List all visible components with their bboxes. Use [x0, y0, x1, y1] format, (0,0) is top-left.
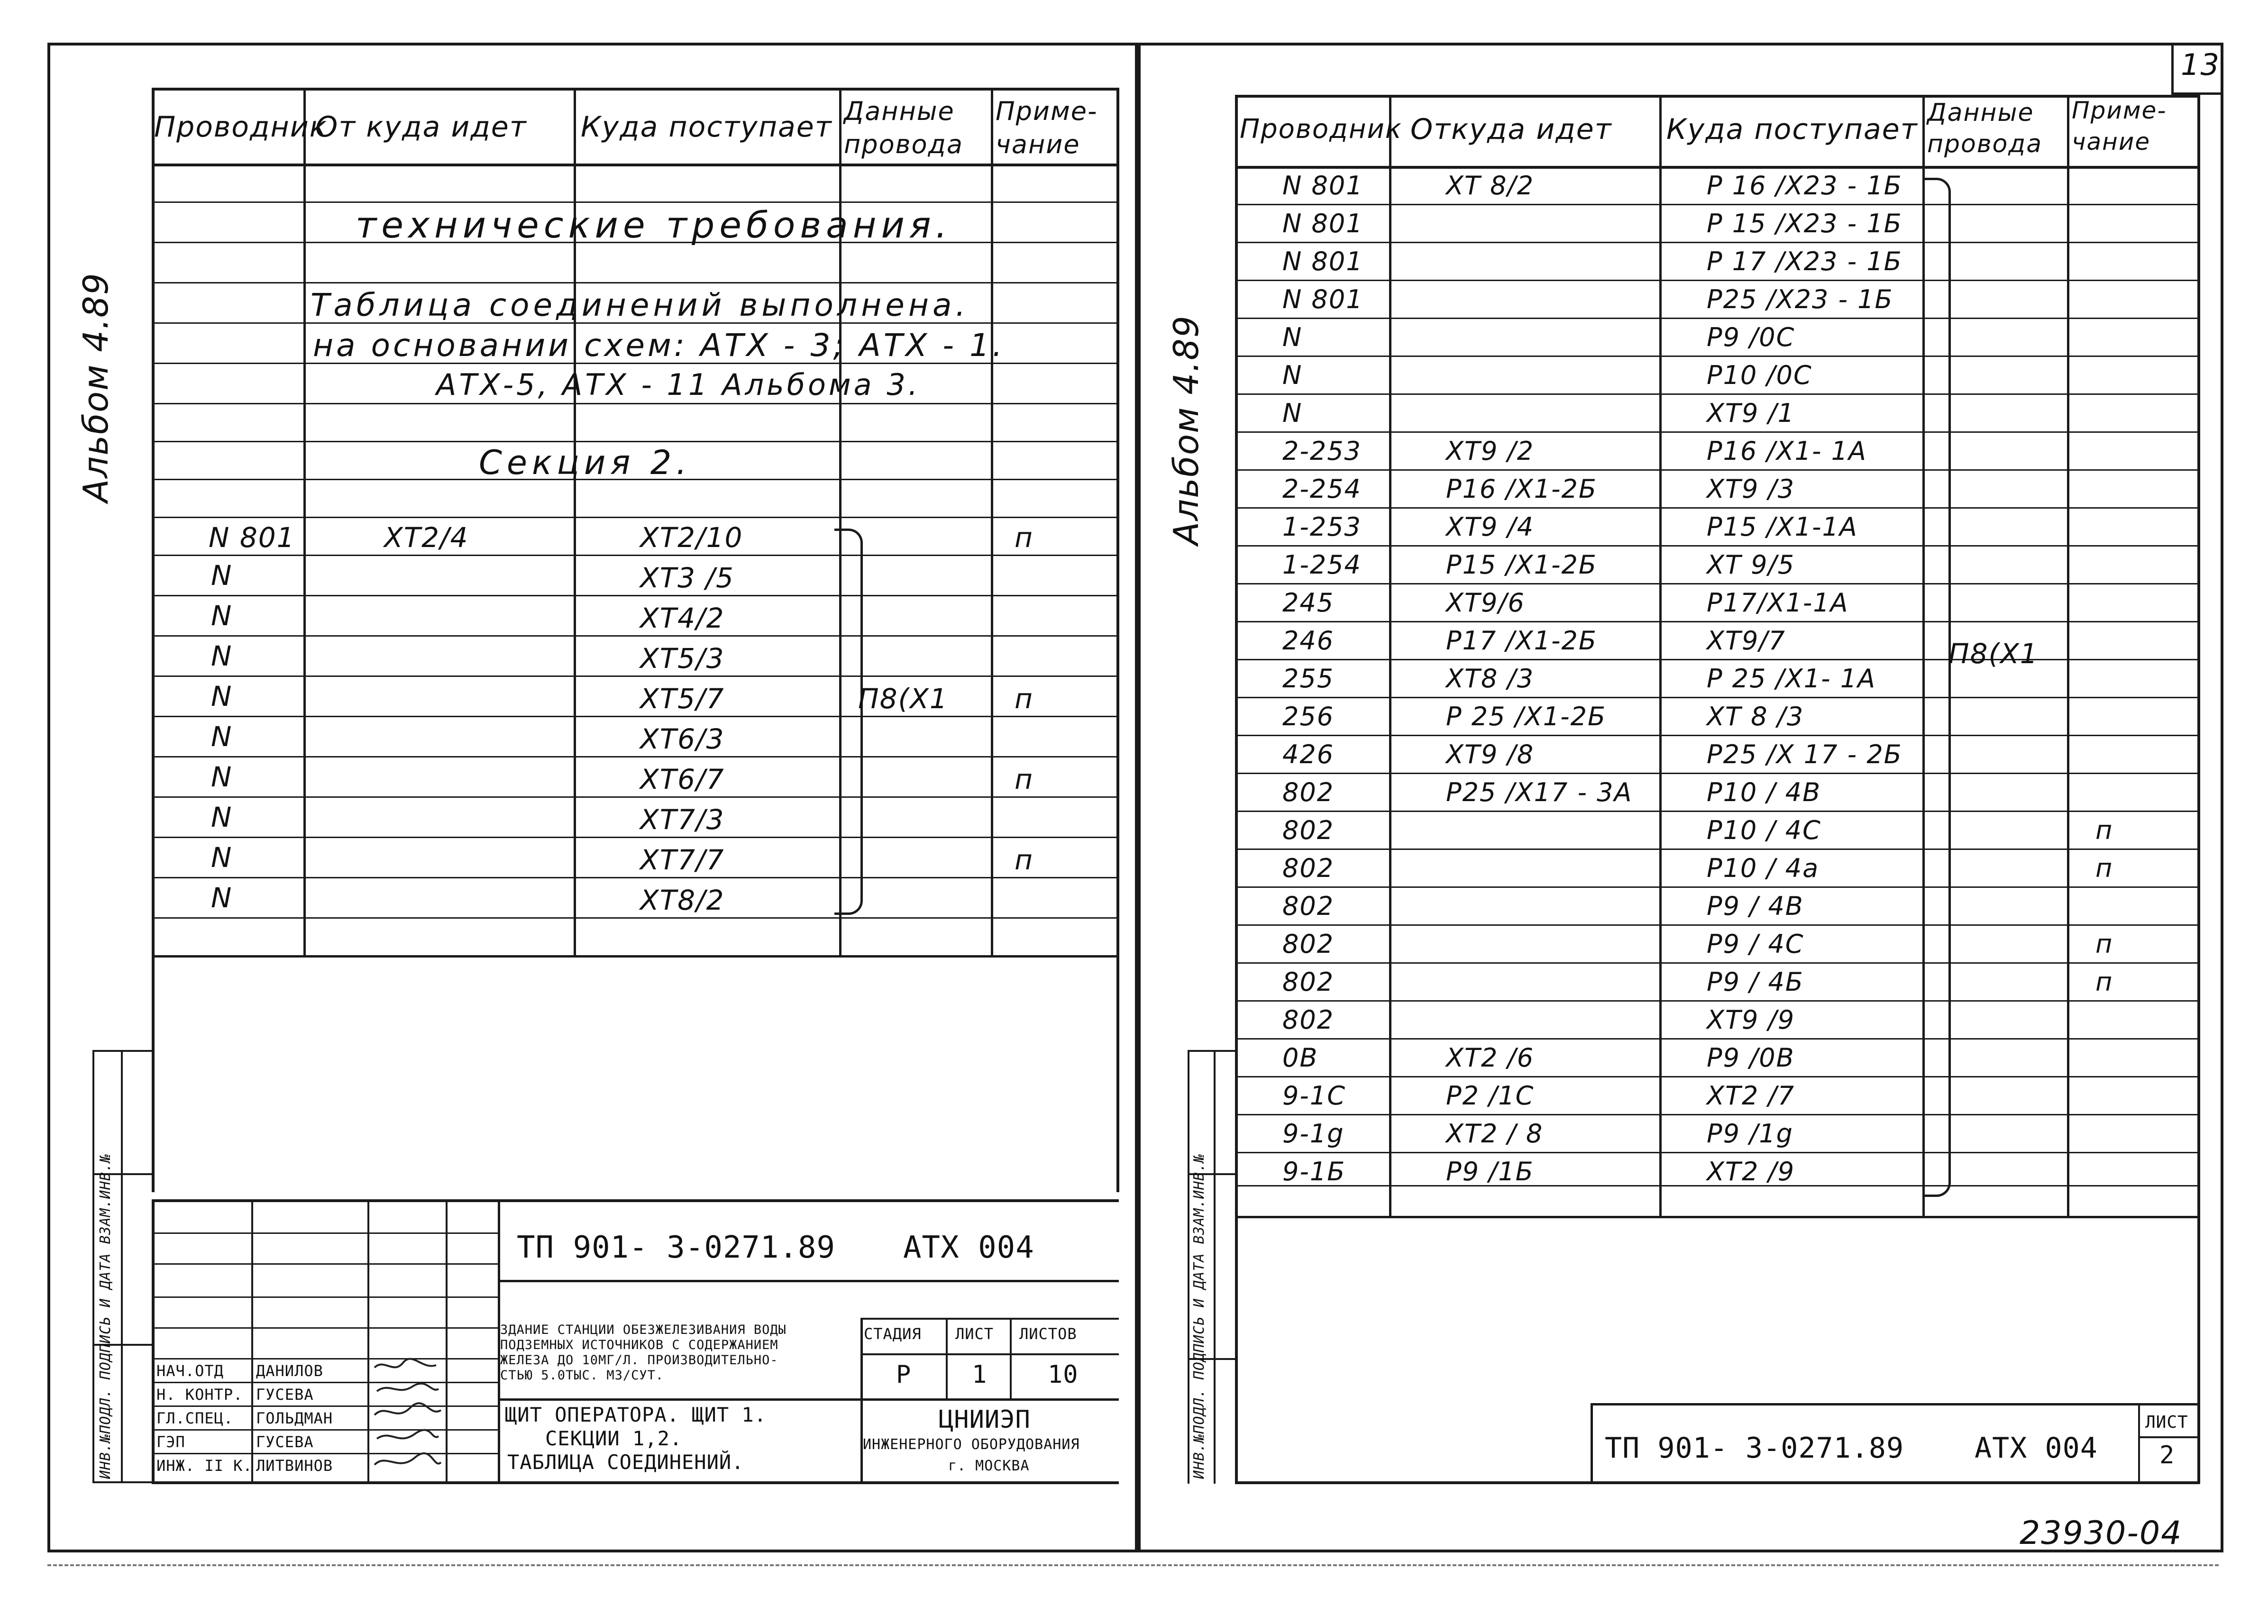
right-row-26-from: XT2 / 8 — [1446, 1119, 1544, 1149]
tech-title: технические требования. — [356, 204, 952, 246]
right-stamp-sheet: 2 — [2159, 1441, 2175, 1469]
right-row-4-conductor: N 801 — [1282, 284, 1363, 314]
left-stamp-title-1: ЩИТ ОПЕРАТОРА. ЩИТ 1. — [505, 1403, 767, 1426]
right-row-16-to: P25 /X 17 - 2Б — [1707, 739, 1902, 769]
right-row-9-conductor: 2-254 — [1282, 474, 1362, 504]
right-side-stamp-fields: ИНВ.№ПОДЛ. ПОДПИСЬ И ДАТА ВЗАМ.ИНВ.№ — [1191, 1153, 1207, 1479]
left-row-8-conductor: N — [211, 801, 233, 833]
left-wire-data: П8(Х1 — [858, 683, 948, 715]
staff-name-4: ГУСЕВА — [256, 1433, 314, 1451]
left-stamp-org-1: ЦНИИЭП — [939, 1405, 1031, 1434]
left-row-8-to: XT7/3 — [640, 803, 725, 836]
left-side-label: Альбом 4.89 — [76, 272, 116, 502]
left-row-1-to: XT2/10 — [640, 521, 743, 554]
right-row-19-note: п — [2095, 853, 2113, 883]
right-row-21-conductor: 802 — [1282, 929, 1335, 959]
right-row-26-conductor: 9-1g — [1282, 1119, 1344, 1149]
left-row-1-note: п — [1015, 521, 1033, 554]
left-stamp-title-2: СЕКЦИИ 1,2. — [545, 1427, 683, 1450]
right-row-16-from: XT9 /8 — [1446, 739, 1535, 769]
right-row-18-note: п — [2095, 815, 2113, 845]
right-row-10-from: XT9 /4 — [1446, 512, 1535, 542]
right-wire-data: П8(Х1 — [1948, 638, 2039, 670]
left-row-1-conductor: N 801 — [209, 521, 295, 554]
right-row-5-conductor: N — [1282, 322, 1303, 352]
left-stamp-stage-label: СТАДИЯ — [864, 1325, 922, 1343]
right-row-3-conductor: N 801 — [1282, 246, 1363, 276]
right-row-27-to: XT2 /9 — [1707, 1157, 1795, 1186]
right-row-13-from: P17 /X1-2Б — [1446, 626, 1597, 656]
right-row-15-to: XT 8 /3 — [1707, 702, 1804, 731]
right-row-5-to: P9 /0С — [1707, 322, 1795, 352]
right-header-to: Куда поступает — [1666, 113, 1918, 146]
header-conductor: Проводник — [154, 110, 328, 144]
right-row-18-to: P10 / 4С — [1707, 815, 1821, 845]
left-row-3-to: XT4/2 — [640, 602, 725, 634]
page-number: 13 — [2181, 47, 2220, 82]
right-row-1-conductor: N 801 — [1282, 171, 1363, 201]
left-stamp-sheet-label: ЛИСТ — [955, 1325, 994, 1343]
right-row-24-to: P9 /0В — [1707, 1043, 1795, 1073]
right-row-16-conductor: 426 — [1282, 739, 1335, 769]
left-row-5-to: XT5/7 — [640, 683, 725, 715]
bottom-edge-dashes — [47, 1564, 2219, 1566]
left-row-4-conductor: N — [211, 640, 233, 672]
right-row-24-from: XT2 /6 — [1446, 1043, 1535, 1073]
staff-name-1: ДАНИЛОВ — [256, 1362, 323, 1380]
right-row-12-from: XT9/6 — [1446, 588, 1525, 618]
left-stamp-org-2: ИНЖЕНЕРНОГО ОБОРУДОВАНИЯ — [863, 1436, 1080, 1453]
left-stamp-stage: Р — [896, 1360, 912, 1389]
right-row-25-from: P2 /1С — [1446, 1081, 1535, 1111]
staff-role-2: Н. КОНТР. — [156, 1386, 243, 1404]
right-row-10-to: P15 /X1-1А — [1707, 512, 1858, 542]
left-stamp-doc: АТХ 004 — [903, 1230, 1034, 1265]
right-row-15-conductor: 256 — [1282, 702, 1335, 731]
left-stamp-sheets: 10 — [1048, 1360, 1079, 1389]
staff-role-1: НАЧ.ОТД — [156, 1362, 224, 1380]
right-group-bracket — [1925, 178, 1951, 1197]
left-side-stamp-fields: ИНВ.№ПОДЛ. ПОДПИСЬ И ДАТА ВЗАМ.ИНВ.№ — [97, 1153, 114, 1479]
right-row-22-note: п — [2095, 967, 2113, 997]
left-row-5-note: п — [1015, 683, 1033, 715]
right-row-3-to: P 17 /X23 - 1Б — [1707, 246, 1902, 276]
left-stamp-object-4: СТЬЮ 5.0ТЫС. М3/СУТ. — [500, 1368, 664, 1383]
left-row-6-conductor: N — [211, 721, 233, 753]
header-wire-data: Данные провода — [844, 96, 963, 159]
staff-role-5: ИНЖ. II К. — [156, 1457, 253, 1475]
right-row-25-conductor: 9-1С — [1282, 1081, 1346, 1111]
right-row-10-conductor: 1-253 — [1282, 512, 1362, 542]
right-row-19-to: P10 / 4а — [1707, 853, 1820, 883]
left-stamp-object-2: ПОДЗЕМНЫХ ИСТОЧНИКОВ С СОДЕРЖАНИЕМ — [500, 1338, 778, 1352]
right-stamp-sheet-label: ЛИСТ — [2145, 1413, 2188, 1432]
right-row-21-note: п — [2095, 929, 2113, 959]
right-row-24-conductor: 0В — [1282, 1043, 1318, 1073]
right-row-14-from: XT8 /3 — [1446, 664, 1535, 693]
right-row-22-to: P9 / 4Б — [1707, 967, 1804, 997]
right-header-note: Приме-чание — [2072, 97, 2167, 155]
right-row-9-from: P16 /X1-2Б — [1446, 474, 1597, 504]
left-row-9-conductor: N — [211, 841, 233, 874]
right-row-17-to: P10 / 4В — [1707, 777, 1821, 807]
right-row-8-to: P16 /X1- 1А — [1707, 436, 1867, 466]
staff-name-2: ГУСЕВА — [256, 1386, 314, 1404]
left-row-2-conductor: N — [211, 559, 233, 592]
staff-role-4: ГЭП — [156, 1433, 185, 1451]
right-row-17-from: P25 /X17 - 3А — [1446, 777, 1633, 807]
right-side-label: Альбом 4.89 — [1166, 315, 1206, 545]
archive-number: 23930-04 — [2020, 1515, 2183, 1552]
right-row-22-conductor: 802 — [1282, 967, 1335, 997]
left-stamp-org-3: г. МОСКВА — [948, 1458, 1030, 1474]
right-row-26-to: P9 /1g — [1707, 1119, 1793, 1149]
left-row-3-conductor: N — [211, 600, 233, 632]
left-row-7-conductor: N — [211, 761, 233, 793]
right-row-4-to: P25 /X23 - 1Б — [1707, 284, 1893, 314]
staff-signatures — [370, 1356, 446, 1481]
right-row-15-from: P 25 /X1-2Б — [1446, 702, 1607, 731]
right-row-27-from: P9 /1Б — [1446, 1157, 1534, 1186]
right-row-25-to: XT2 /7 — [1707, 1081, 1795, 1111]
right-row-13-conductor: 246 — [1282, 626, 1335, 656]
header-note: Приме-чание — [996, 96, 1098, 159]
right-header-conductor: Проводник — [1240, 114, 1402, 145]
right-row-8-from: XT9 /2 — [1446, 436, 1535, 466]
right-row-7-to: XT9 /1 — [1707, 398, 1795, 428]
right-header-wire-data: Данные провода — [1927, 99, 2043, 158]
tech-line-3: АТХ-5, АТХ - 11 Альбома 3. — [436, 367, 921, 402]
left-row-9-to: XT7/7 — [640, 844, 725, 876]
right-row-2-to: P 15 /X23 - 1Б — [1707, 209, 1902, 238]
right-row-6-conductor: N — [1282, 360, 1303, 390]
right-row-18-conductor: 802 — [1282, 815, 1335, 845]
right-row-1-to: P 16 /X23 - 1Б — [1707, 171, 1902, 201]
right-row-9-to: XT9 /3 — [1707, 474, 1795, 504]
header-from: От куда идет — [315, 110, 527, 144]
right-stamp-doc: АТХ 004 — [1975, 1432, 2098, 1465]
right-stamp-code: ТП 901- 3-0271.89 — [1605, 1432, 1904, 1465]
right-row-11-conductor: 1-254 — [1282, 550, 1362, 580]
left-row-7-to: XT6/7 — [640, 763, 725, 795]
left-row-2-to: XT3 /5 — [640, 562, 734, 594]
right-row-23-conductor: 802 — [1282, 1005, 1335, 1035]
right-row-20-conductor: 802 — [1282, 891, 1335, 921]
left-stamp-object-3: ЖЕЛЕЗА ДО 10МГ/Л. ПРОИЗВОДИТЕЛЬНО- — [500, 1353, 778, 1368]
right-row-17-conductor: 802 — [1282, 777, 1335, 807]
left-row-1-from: XT2/4 — [384, 521, 469, 554]
right-row-20-to: P9 / 4В — [1707, 891, 1804, 921]
right-row-1-from: XT 8/2 — [1446, 171, 1535, 201]
left-stamp-title-3: ТАБЛИЦА СОЕДИНЕНИЙ. — [507, 1451, 744, 1474]
tech-line-2: на основании схем: АТХ - 3; АТХ - 1. — [313, 327, 1006, 364]
right-row-23-to: XT9 /9 — [1707, 1005, 1795, 1035]
left-row-10-conductor: N — [211, 882, 233, 914]
header-to: Куда поступает — [581, 110, 832, 144]
right-row-12-to: P17/X1-1А — [1707, 588, 1849, 618]
right-row-21-to: P9 / 4С — [1707, 929, 1804, 959]
right-row-12-conductor: 245 — [1282, 588, 1335, 618]
left-stamp-sheet: 1 — [972, 1360, 988, 1389]
left-group-bracket — [834, 529, 863, 915]
left-row-7-note: п — [1015, 763, 1033, 795]
section-title: Секция 2. — [479, 443, 692, 482]
right-row-14-conductor: 255 — [1282, 664, 1335, 693]
right-row-19-conductor: 802 — [1282, 853, 1335, 883]
right-row-11-to: XT 9/5 — [1707, 550, 1795, 580]
staff-name-3: ГОЛЬДМАН — [256, 1409, 333, 1427]
left-row-4-to: XT5/3 — [640, 642, 725, 675]
left-stamp-object-1: ЗДАНИЕ СТАНЦИИ ОБЕЗЖЕЛЕЗИВАНИЯ ВОДЫ — [500, 1323, 786, 1337]
right-row-8-conductor: 2-253 — [1282, 436, 1362, 466]
left-stamp-code: ТП 901- 3-0271.89 — [517, 1230, 836, 1265]
staff-role-3: ГЛ.СПЕЦ. — [156, 1409, 234, 1427]
right-header-from: Откуда идет — [1410, 113, 1612, 146]
left-row-10-to: XT8/2 — [640, 884, 725, 916]
right-row-27-conductor: 9-1Б — [1282, 1157, 1346, 1186]
right-row-6-to: P10 /0С — [1707, 360, 1812, 390]
left-stamp-sheets-label: ЛИСТОВ — [1019, 1325, 1077, 1343]
right-row-2-conductor: N 801 — [1282, 209, 1363, 238]
staff-name-5: ЛИТВИНОВ — [256, 1457, 333, 1475]
right-row-14-to: P 25 /X1- 1А — [1707, 664, 1876, 693]
left-row-9-note: п — [1015, 844, 1033, 876]
left-row-6-to: XT6/3 — [640, 723, 725, 755]
tech-line-1: Таблица соединений выполнена. — [311, 287, 969, 323]
right-row-7-conductor: N — [1282, 398, 1303, 428]
right-row-13-to: XT9/7 — [1707, 626, 1786, 656]
right-row-11-from: P15 /X1-2Б — [1446, 550, 1597, 580]
left-row-5-conductor: N — [211, 680, 233, 712]
